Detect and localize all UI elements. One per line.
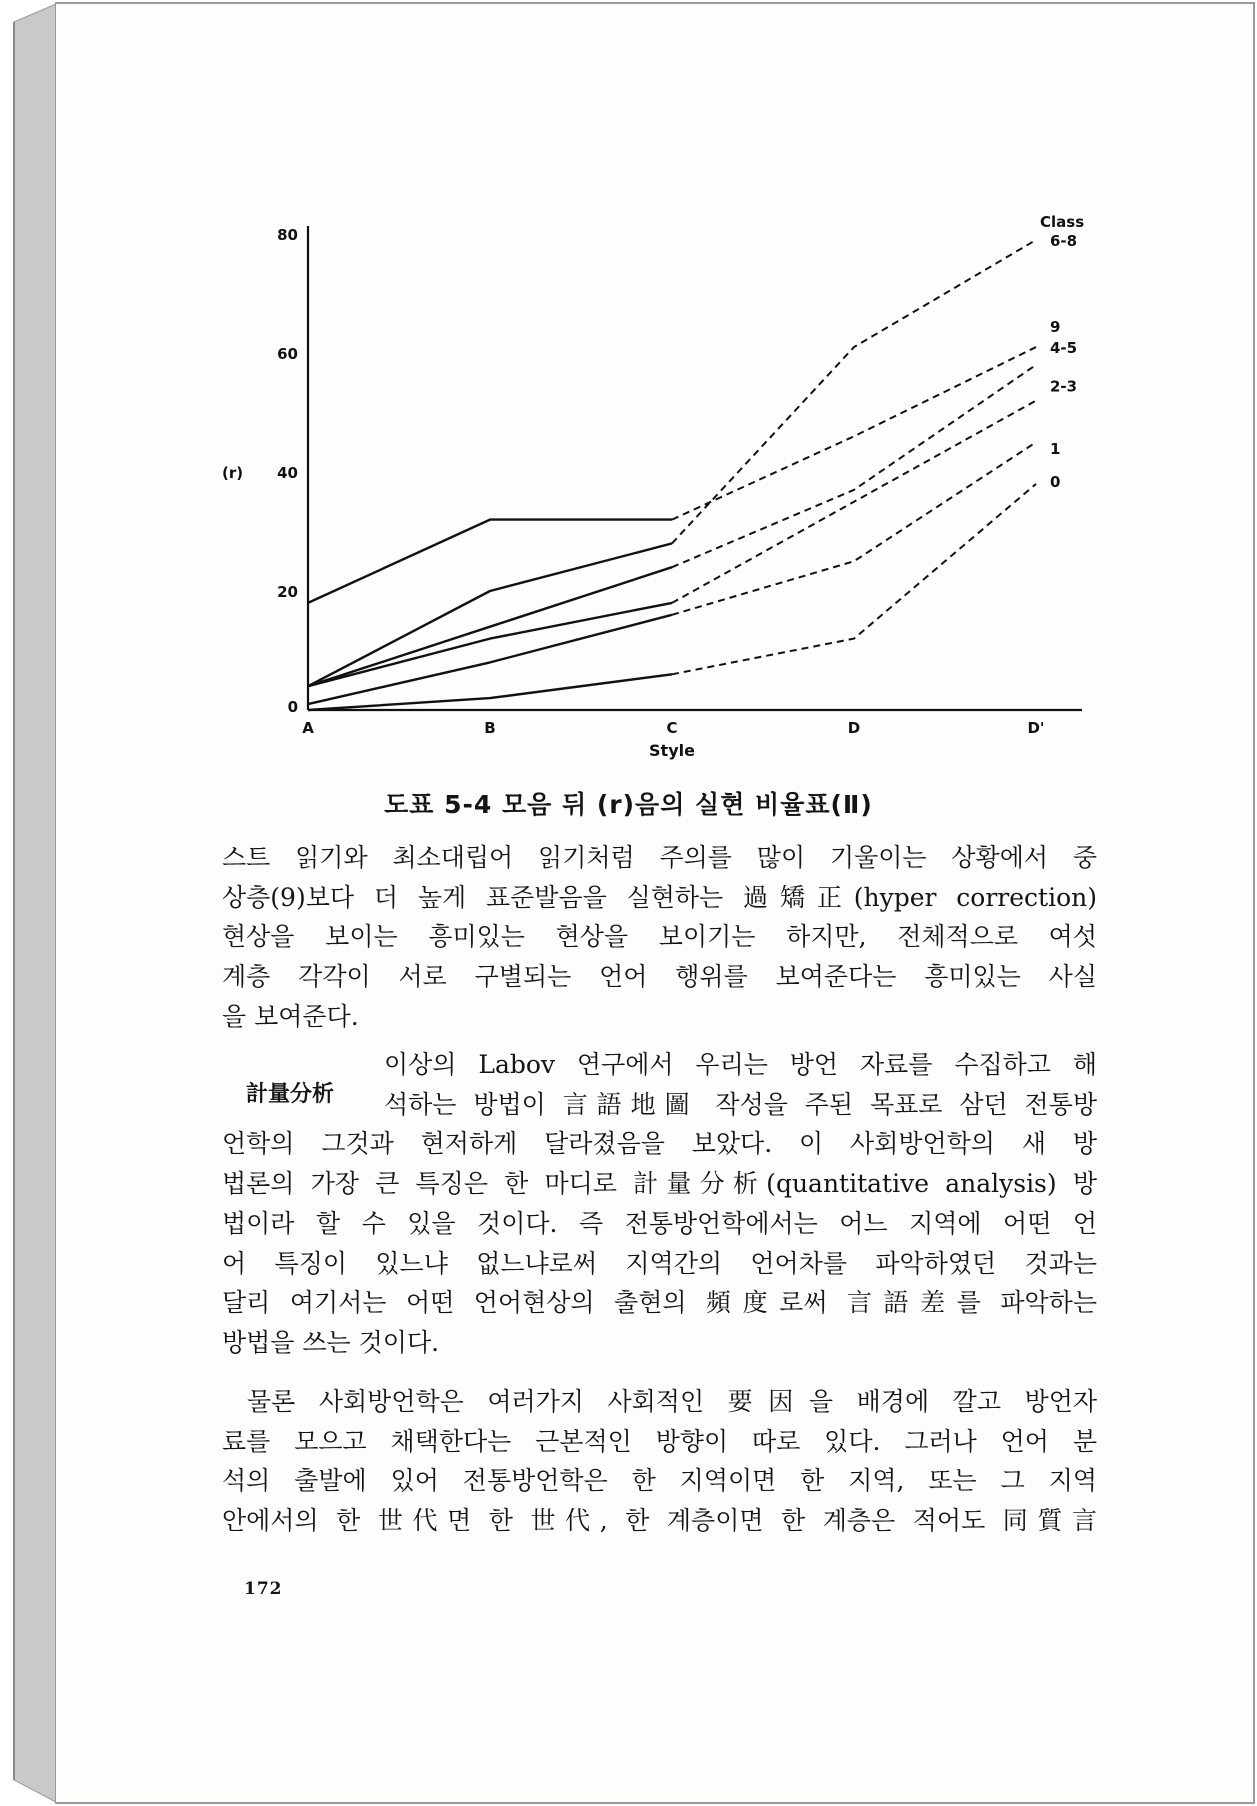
- y-tick-label: 40: [277, 464, 298, 482]
- text-line: 계층 각각이 서로 구별되는 언어 행위를 보여준다는 흥미있는 사실: [222, 962, 1097, 992]
- chart-series: [308, 240, 1036, 710]
- series-line-solid: [308, 567, 672, 686]
- text-line: 석의 출발에 있어 전통방언학은 한 지역이면 한 지역, 또는 그 지역: [222, 1466, 1097, 1496]
- text-line: 법이라 할 수 있을 것이다. 즉 전통방언학에서는 어느 지역에 어떤 언: [222, 1208, 1097, 1238]
- y-tick-label: 80: [277, 226, 298, 244]
- paragraph-3: [222, 1382, 1097, 1541]
- text-line: 현상을 보이는 흥미있는 현상을 보이기는 하지만, 전체적으로 여섯: [222, 922, 1097, 952]
- series-line-dashed: [672, 365, 1036, 567]
- series-label: 1: [1050, 440, 1061, 459]
- series-line-solid: [308, 615, 672, 704]
- series-label: 9: [1050, 318, 1061, 337]
- x-tick-label: D: [847, 719, 861, 737]
- text-line: 상층(9)보다 더 높게 표준발음을 실현하는 過矯正(hyper correction): [222, 882, 1097, 912]
- text-line: 물론 사회방언학은 여러가지 사회적인 要因을 배경에 깔고 방언자: [247, 1387, 1097, 1416]
- x-tick-label: A: [302, 719, 314, 737]
- text-line: 석하는 방법이 言語地圖 작성을 주된 목표로 삼던 전통방: [384, 1089, 1097, 1119]
- series-label: 2-3: [1050, 377, 1078, 396]
- y-axis-label: (r): [222, 464, 244, 482]
- series-line-dashed: [672, 240, 1036, 543]
- series-line-dashed: [672, 401, 1036, 603]
- text-line: 법론의 가장 큰 특징은 한 마디로 計量分析(quantitative analysis) 방: [222, 1169, 1097, 1199]
- series-line-dashed: [672, 347, 1036, 520]
- x-tick-label: C: [666, 719, 678, 737]
- side-heading: 計量分析: [246, 1082, 335, 1107]
- page-number: 172: [244, 1579, 283, 1599]
- x-tick-label: D': [1027, 719, 1045, 737]
- text-line: 료를 모으고 채택한다는 근본적인 방향이 따로 있다. 그러나 언어 분: [222, 1426, 1097, 1456]
- paragraph-2: [222, 1045, 1097, 1363]
- y-tick-label: 20: [277, 583, 298, 601]
- series-line-dashed: [672, 442, 1036, 615]
- series-label: 6-8: [1050, 231, 1078, 250]
- series-line-solid: [308, 603, 672, 686]
- x-tick-label: B: [484, 719, 496, 737]
- y-tick-label: 0: [287, 698, 298, 716]
- figure-caption: 도표 5-4 모음 뒤 (r)음의 실현 비율표(Ⅱ): [384, 790, 873, 819]
- text-line: 이상의 Labov 연구에서 우리는 방언 자료를 수집하고 해: [384, 1050, 1097, 1079]
- text-line: 방법을 쓰는 것이다.: [222, 1327, 440, 1357]
- x-axis-label: Style: [649, 741, 695, 760]
- paragraph-1: [222, 838, 1097, 1037]
- series-line-dashed: [672, 484, 1036, 674]
- chart-axes: [308, 226, 1082, 710]
- text-line: 달리 여기서는 어떤 언어현상의 출현의 頻度로써 言語差를 파악하는: [222, 1288, 1097, 1318]
- text-line: 어 특징이 있느냐 없느냐로써 지역간의 언어차를 파악하였던 것과는: [222, 1248, 1097, 1278]
- text-line: 을 보여준다.: [222, 1001, 359, 1031]
- book-spine: [14, 4, 56, 1802]
- text-line: 스트 읽기와 최소대립어 읽기처럼 주의를 많이 기울이는 상황에서 중: [222, 843, 1097, 872]
- line-chart: [200, 200, 1130, 770]
- series-label: 0: [1050, 472, 1061, 491]
- series-label: 4-5: [1050, 339, 1078, 358]
- text-line: 안에서의 한 世代면 한 世代, 한 계층이면 한 계층은 적어도 同質言: [222, 1506, 1097, 1536]
- legend-title: Class: [1040, 213, 1085, 232]
- text-line: 언학의 그것과 현저하게 달라졌음을 보았다. 이 사회방언학의 새 방: [222, 1129, 1097, 1159]
- y-tick-label: 60: [277, 345, 298, 363]
